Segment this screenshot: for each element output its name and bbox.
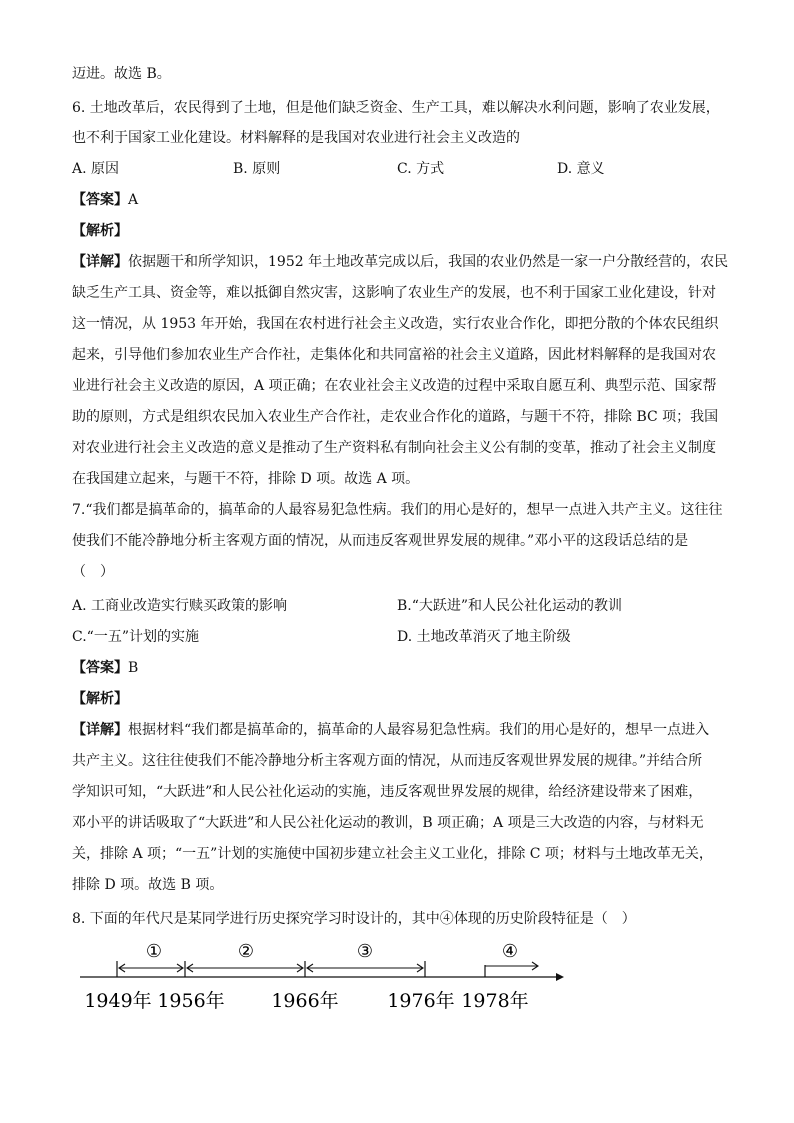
explanation-line: 对农业进行社会主义改造的意义是推动了生产资料私有制向社会主义公有制的变革，推动了社会主义制度: [72, 440, 716, 456]
segment-3-label: ③: [356, 941, 374, 962]
timeline-axis-arrowhead: [556, 973, 564, 981]
year-label: 1956年: [157, 990, 225, 1012]
explanation-line: 这一情况，从 1953 年开始，我国在农村进行社会主义改造，实行农业合作化，即把分散的个体农民组织: [72, 316, 719, 332]
segment-4-label: ④: [501, 941, 519, 962]
option-d: D. 土地改革消灭了地主阶级: [397, 629, 571, 645]
answer-label: 【答案】A: [72, 192, 139, 208]
question-7-stem-cont: 使我们不能冷静地分析主客观方面的情况，从而违反客观世界发展的规律。”邓小平的这段话总结的是: [72, 533, 689, 549]
question-7-blank: （ ）: [72, 564, 114, 580]
option-a: A. 原因: [72, 161, 120, 177]
answer-label: 【答案】B: [72, 660, 139, 676]
question-8-stem: 8. 下面的年代尺是某同学进行历史探究学习时设计的，其中④体现的历史阶段特征是（ ）: [72, 911, 636, 927]
explanation-line: 共产主义。这往往使我们不能冷静地分析主客观方面的情况，从而违反客观世界发展的规律。”并结合所: [72, 753, 703, 769]
segment-2-label: ②: [237, 941, 255, 962]
explanation-line: 邓小平的讲话吸取了“大跃进”和人民公社化运动的教训，B 项正确；A 项是三大改造的内容，与材料无: [72, 815, 704, 831]
explanation-line: 业进行社会主义改造的原因，A 项正确；在农业社会主义改造的过程中采取自愿互利、典型示范、国家帮: [72, 378, 717, 394]
explanation-line: 关，排除 A 项；“一五”计划的实施使中国初步建立社会主义工业化，排除 C 项；材料与土地改革无关，: [72, 846, 713, 862]
option-d: D. 意义: [557, 161, 605, 177]
question-7-stem: 7.“我们都是搞革命的，搞革命的人最容易犯急性病。我们的用心是好的，想早一点进入共产主义。这往往: [72, 502, 723, 518]
text-line: 迈进。故选 B。: [72, 66, 171, 82]
option-c: C.“一五”计划的实施: [72, 629, 199, 645]
explanation-line: 【详解】根据材料“我们都是搞革命的，搞革命的人最容易犯急性病。我们的用心是好的，想早一点进入: [72, 722, 710, 738]
explanation-line: 起来，引导他们参加农业生产合作社，走集体化和共同富裕的社会主义道路，因此材料解释的是我国对农: [72, 347, 716, 363]
explanation-line: 学知识可知，“大跃进”和人民公社化运动的实施，违反客观世界发展的规律，给经济建设带来了困难，: [72, 784, 703, 800]
question-6-stem-cont: 也不利于国家工业化建设。材料解释的是我国对农业进行社会主义改造的: [72, 130, 520, 146]
year-label: 1966年: [271, 990, 339, 1012]
option-b: B. 原则: [233, 161, 281, 177]
year-label: 1949年: [84, 990, 152, 1012]
analysis-label: 【解析】: [72, 223, 128, 239]
year-label: 1976年: [387, 990, 455, 1012]
option-c: C. 方式: [397, 161, 445, 177]
option-a: A. 工商业改造实行赎买政策的影响: [72, 598, 288, 614]
explanation-line: 在我国建立起来，与题干不符，排除 D 项。故选 A 项。: [72, 471, 420, 487]
question-6-stem: 6. 土地改革后，农民得到了土地，但是他们缺乏资金、生产工具，难以解决水利问题，影响了农业发展，: [72, 100, 720, 116]
explanation-line: 排除 D 项。故选 B 项。: [72, 877, 224, 893]
explanation-line: 助的原则，方式是组织农民加入农业生产合作社，走农业合作化的道路，与题干不符，排除 BC 项；我国: [72, 409, 719, 425]
option-b: B.“大跃进”和人民公社化运动的教训: [397, 598, 623, 614]
segment-1-label: ①: [145, 941, 163, 962]
explanation-line: 【详解】依据题干和所学知识，1952 年土地改革完成以后，我国的农业仍然是一家一户分散经营的，农民: [72, 254, 729, 270]
timeline-diagram: [0, 935, 794, 1025]
explanation-line: 缺乏生产工具、资金等，难以抵御自然灾害，这影响了农业生产的发展，也不利于国家工业化建设，针对: [72, 285, 716, 301]
year-label: 1978年: [461, 990, 529, 1012]
analysis-label: 【解析】: [72, 691, 128, 707]
